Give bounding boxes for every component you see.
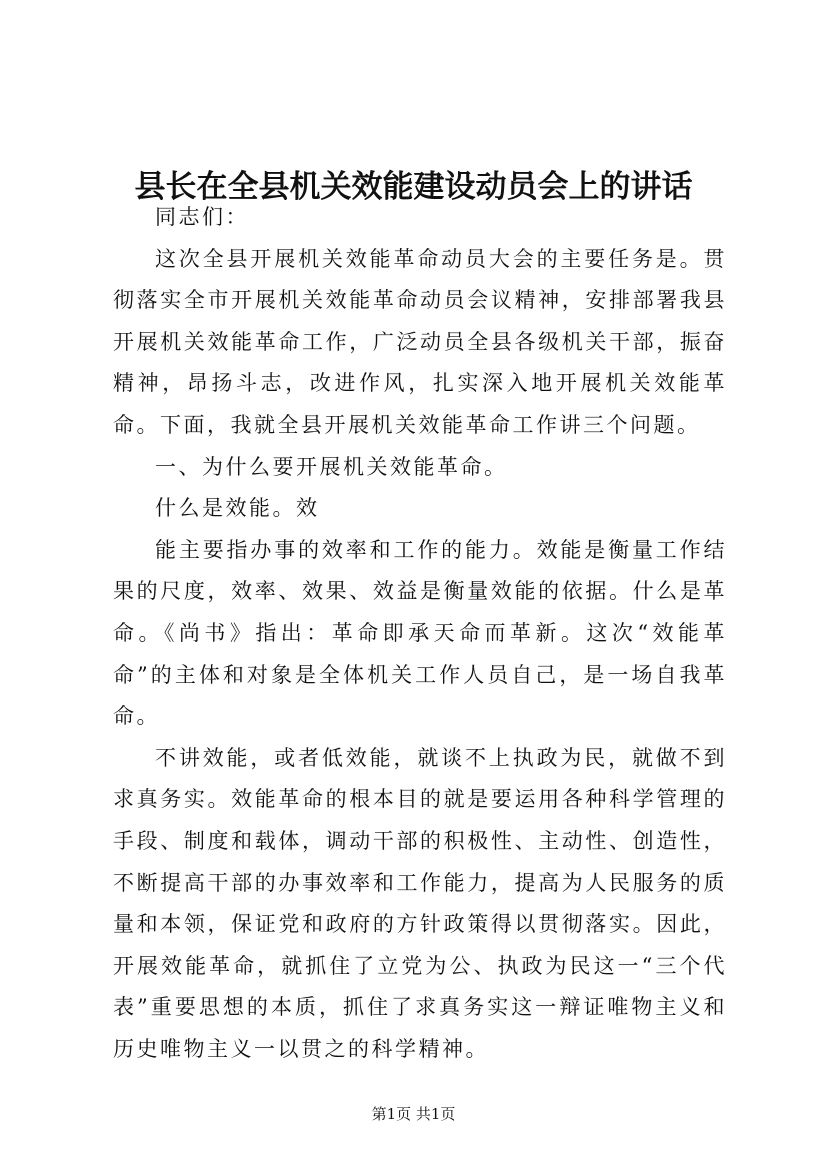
document-body <box>113 197 727 1070</box>
body-paragraph: 什么是效能。效 <box>155 496 320 521</box>
body-paragraph: 不讲效能，或者低效能，就谈不上执政为民，就做不到求真务实。效能革命的根本目的就是要运用各种科学管理的手段、制度和载体，调动干部的积极性、主动性、创造性，不断提高干部的办事效率和工作能力，提高为人民服务的质量和本领，保证党和政府的方针政策得以贯彻落实。因此，开展效能革命，就抓住了立党为公、执政为民这一“三个代表”重要思想的本质，抓住了求真务实这一辩证唯物主义和历史唯物主义一以贯之的科学精神。 <box>113 745 727 1061</box>
salutation-paragraph: 同志们： <box>155 205 249 229</box>
body-paragraph: 能主要指办事的效率和工作的能力。效能是衡量工作结果的尺度，效率、效果、效益是衡量效能的依据。什么是革命。《尚书》指出：革命即承天命而革新。这次“效能革命”的主体和对象是全体机关工作人员自己，是一场自我革命。 <box>113 537 727 729</box>
page-footer: 第1页 共1页 <box>371 1105 456 1123</box>
body-paragraph: 这次全县开展机关效能革命动员大会的主要任务是。贯彻落实全市开展机关效能革命动员会议精神，安排部署我县开展机关效能革命工作，广泛动员全县各级机关干部，振奋精神，昂扬斗志，改进作风，扎实深入地开展机关效能革命。下面，我就全县开展机关效能革命工作讲三个问题。 <box>113 246 727 437</box>
section-heading-paragraph: 一、为什么要开展机关效能革命。 <box>155 454 508 479</box>
document-title: 县长在全县机关效能建设动员会上的讲话 <box>134 168 693 205</box>
